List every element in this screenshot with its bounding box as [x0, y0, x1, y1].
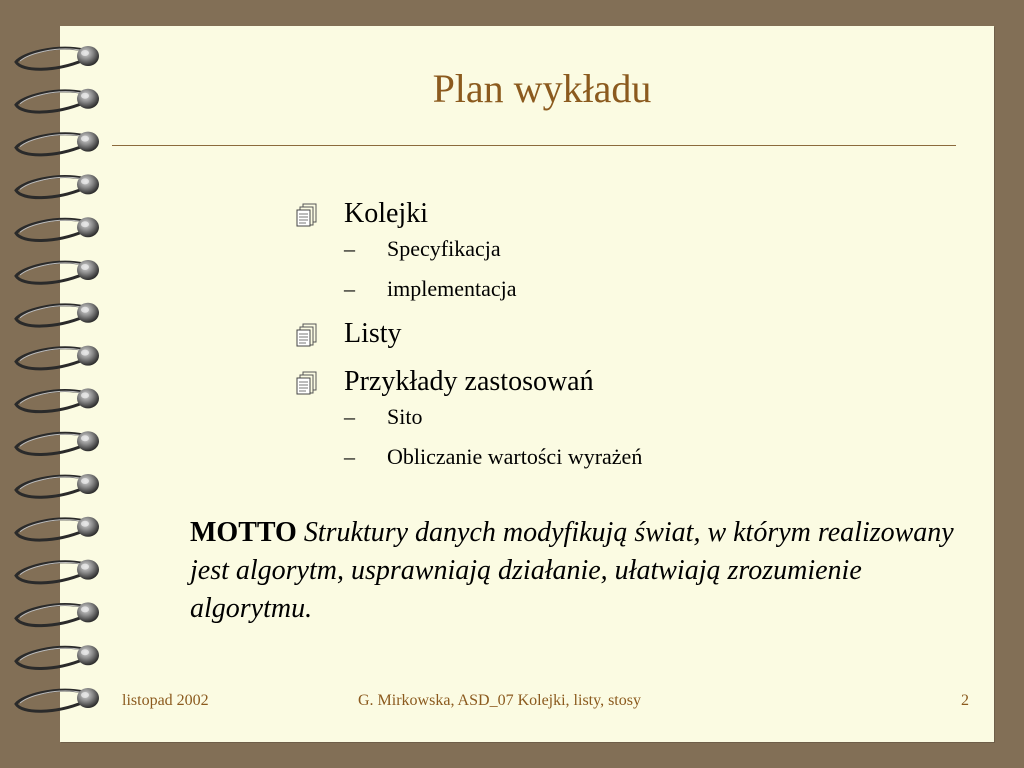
- outline-item-listy: [290, 316, 850, 352]
- footer-course-title: G. Mirkowska, ASD_07 Kolejki, listy, stosy: [358, 692, 641, 709]
- footer-page-number: 2: [961, 692, 969, 709]
- outline-subitem-label: Sito: [387, 404, 423, 429]
- dash-marker: –: [344, 404, 355, 429]
- outline-item-przyklady: [290, 364, 850, 470]
- outline-sublist: [344, 236, 850, 302]
- outline-item-label: Listy: [344, 318, 402, 349]
- dash-marker: –: [344, 444, 355, 469]
- spiral-ring: [16, 132, 99, 155]
- dash-marker: –: [344, 236, 355, 261]
- notepad-bullet-icon: [294, 202, 320, 228]
- dash-marker: –: [344, 276, 355, 301]
- spiral-ring: [16, 174, 99, 197]
- outline-item-label: Kolejki: [344, 198, 428, 229]
- outline-list: [290, 196, 850, 484]
- spiral-binding: [0, 0, 110, 768]
- notepad-bullet-icon: [294, 322, 320, 348]
- outline-subitem: [344, 404, 850, 430]
- spiral-ring: [16, 346, 99, 369]
- spiral-ring: [16, 688, 99, 711]
- spiral-ring: [16, 303, 99, 326]
- outline-subitem-label: implementacja: [387, 276, 517, 301]
- spiral-ring: [16, 431, 99, 454]
- title-divider: [112, 145, 956, 146]
- outline-item-label: Przykłady zastosowań: [344, 366, 594, 397]
- notepad-bullet-icon: [294, 370, 320, 396]
- outline-subitem-label: Specyfikacja: [387, 236, 501, 261]
- outline-subitem-label: Obliczanie wartości wyrażeń: [387, 444, 643, 469]
- spiral-ring: [16, 474, 99, 497]
- motto-label: MOTTO: [190, 517, 297, 548]
- spiral-ring: [16, 388, 99, 411]
- outline-subitem: [344, 444, 850, 470]
- outline-subitem: [344, 236, 850, 262]
- spiral-ring: [16, 560, 99, 583]
- motto-paragraph: [190, 514, 970, 628]
- outline-item-kolejki: [290, 196, 850, 302]
- spiral-ring: [16, 517, 99, 540]
- slide-title: Plan wykładu: [432, 66, 652, 111]
- outline-subitem: [344, 276, 850, 302]
- footer-date: listopad 2002: [122, 692, 209, 709]
- motto-text: Struktury danych modyfikują świat, w którym realizowany jest algorytm, usprawniają działanie, ułatwiają zrozumienie algorytmu.: [190, 517, 954, 624]
- spiral-ring: [16, 217, 99, 240]
- outline-sublist: [344, 404, 850, 470]
- spiral-ring: [16, 260, 99, 283]
- spiral-ring: [16, 645, 99, 668]
- spiral-ring: [16, 602, 99, 625]
